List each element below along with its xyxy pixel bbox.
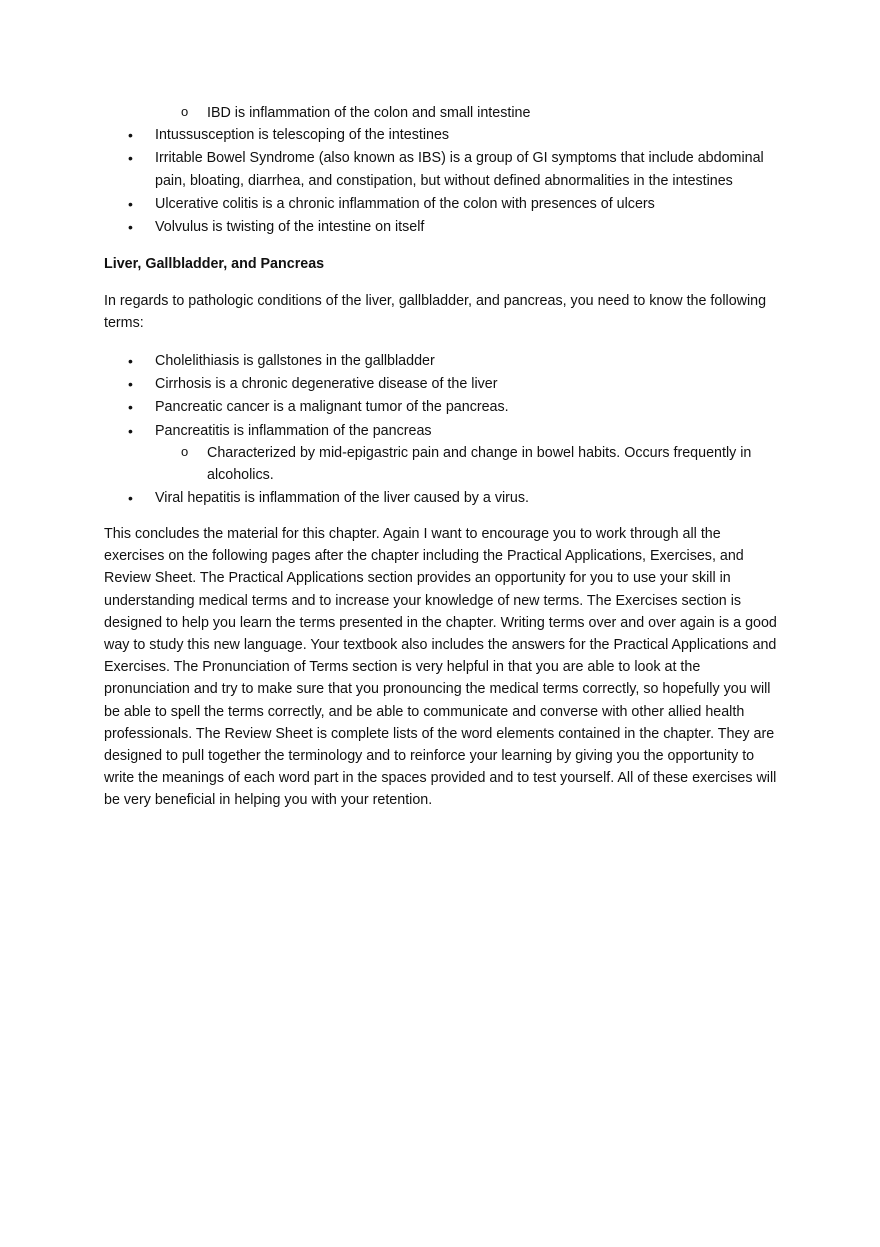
list-subitem — [155, 442, 784, 486]
list-item-text: Viral hepatitis is inflammation of the liver caused by a virus. — [155, 490, 530, 507]
list-subitem — [155, 102, 784, 124]
liver-conditions-list — [104, 350, 784, 509]
section-intro — [104, 290, 784, 334]
list-item — [104, 396, 784, 418]
list-item-text: Intussusception is telescoping of the intestines — [155, 127, 450, 144]
subitem-text: IBD is inflammation of the colon and small intestine — [207, 105, 531, 121]
list-item-text: Cholelithiasis is gallstones in the gallbladder — [155, 353, 435, 369]
list-item-text: Volvulus is twisting of the intestine on itself — [155, 219, 425, 236]
list-item — [104, 373, 784, 395]
list-item-text: Pancreatic cancer is a malignant tumor of the pancreas. — [155, 399, 509, 416]
section-heading: Liver, Gallbladder, and Pancreas — [104, 256, 325, 272]
list-item-text: Ulcerative colitis is a chronic inflammation of the colon with presences of ulcers — [155, 195, 655, 212]
intestinal-conditions-list — [104, 102, 784, 238]
list-item — [104, 147, 784, 191]
list-item — [104, 487, 784, 509]
list-item — [104, 193, 784, 215]
list-item-text: Irritable Bowel Syndrome (also known as IBS) is a group of GI symptoms that include abdominal pain, bloating, diarrhea, and constipation, but without defined abnormalities in the intestines — [155, 150, 764, 189]
list-item — [104, 420, 784, 487]
conclusion-paragraph — [104, 523, 780, 812]
list-item-text: Pancreatitis is inflammation of the pancreas — [155, 422, 432, 439]
conclusion-text: This concludes the material for this chapter. Again I want to encourage you to work through all the exercises on the following pages after the chapter including the Practical Applications, Exercises, and Review Sheet. The Practical Applications section provides an opportunity for you to use your skill in understanding medical terms and to increase your knowledge of new terms. The Exercises section is designed to help you learn the terms presented in the chapter. Writing terms over and over again is a good way to study this new language. Your textbook also includes the answers for the Practical Applications and Exercises. The Pronunciation of Terms section is very helpful in that you are able to look at the pronunciation and try to make sure that you pronouncing the medical terms correctly, so hopefully you will be able to spell the terms correctly, and be able to communicate and converse with other allied health professionals. The Review Sheet is complete lists of the word elements contained in the chapter. They are designed to pull together the terminology and to reinforce your learning by giving you the opportunity to write the meanings of each word part in the spaces provided and to test yourself. All of these exercises will be very beneficial in helping you with your retention. — [104, 526, 777, 809]
list-item-text: Cirrhosis is a chronic degenerative disease of the liver — [155, 376, 498, 393]
subitem-text: Characterized by mid-epigastric pain and change in bowel habits. Occurs frequently in alcoholics. — [207, 444, 752, 484]
list-item — [104, 216, 784, 238]
list-item — [104, 350, 784, 372]
list-item — [104, 124, 784, 146]
intro-text: In regards to pathologic conditions of the liver, gallbladder, and pancreas, you need to know the following terms: — [104, 293, 767, 332]
